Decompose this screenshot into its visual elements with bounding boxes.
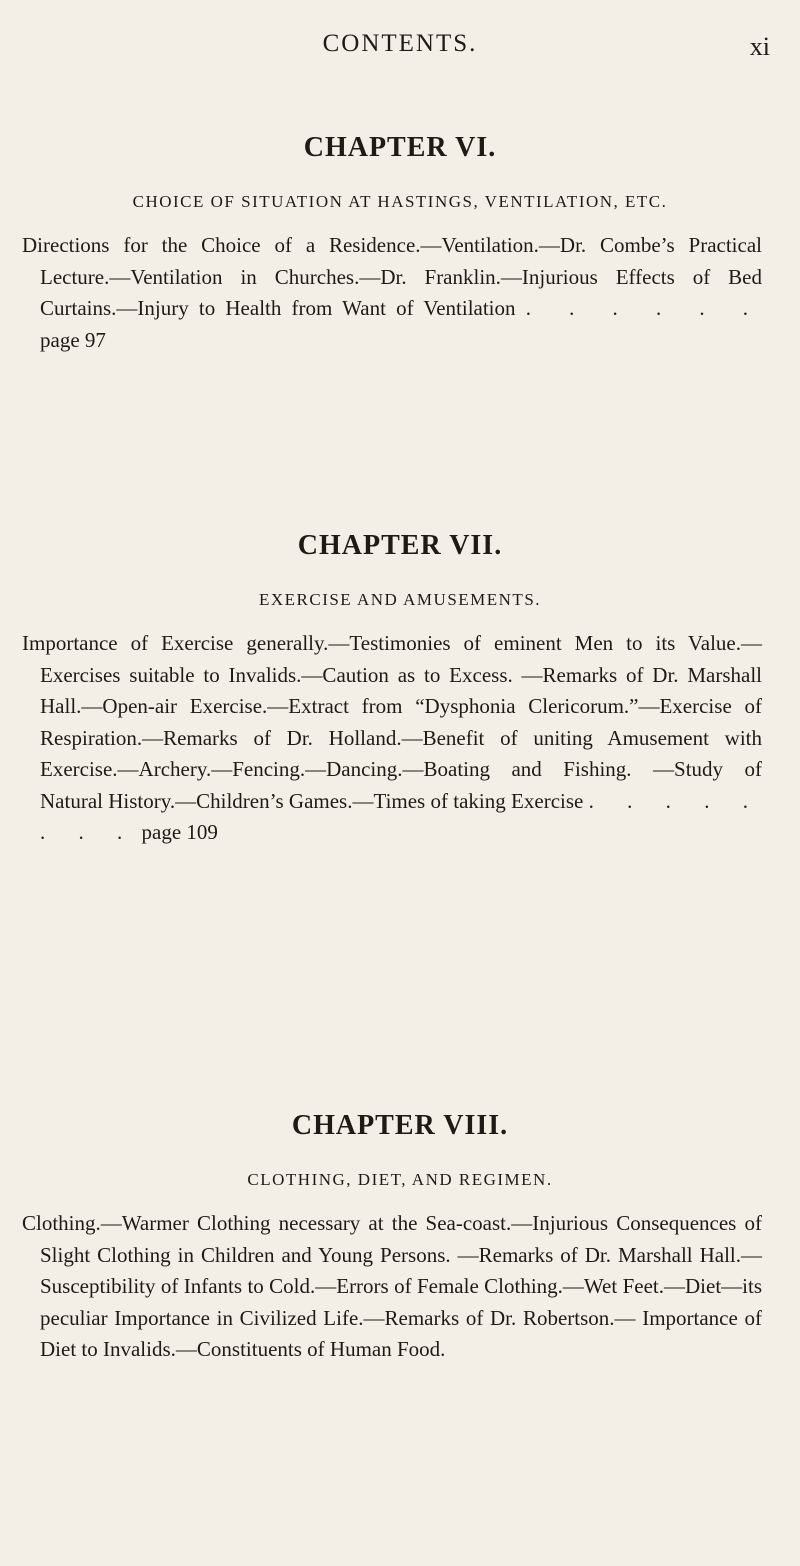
chapter-title: CHAPTER VI. [303,132,497,163]
chapter-title: CHAPTER VII. [297,530,503,561]
running-head: CONTENTS. [322,30,478,57]
page-reference: page 97 [40,327,106,352]
summary-text: Directions for the Choice of a Residence.—Ventilation.—Dr. Combe’s Practical Lecture.—Ventilation in Churches.—Dr. Franklin.—Injurious Effects of Bed Curtains.—Injury to Health from Want of Ventilation [22,233,762,320]
chapter-summary [22,628,762,849]
chapter-vi [0,132,800,356]
chapter-subtitle: CHOICE OF SITUATION AT HASTINGS, VENTILATION, ETC. [132,192,668,211]
chapter-viii [0,1110,800,1366]
chapter-title: CHAPTER VIII. [291,1110,509,1141]
chapter-vii [0,530,800,849]
chapter-subtitle: CLOTHING, DIET, AND REGIMEN. [247,1170,553,1189]
page-reference: page 109 [141,820,218,844]
chapter-summary [22,1208,762,1366]
chapter-summary [22,230,762,356]
summary-text: Clothing.—Warmer Clothing necessary at the Sea-coast.—Injurious Consequences of Slight Clothing in Children and Young Persons. —Remarks of Dr. Marshall Hall.—Susceptibility of Infants to Cold.—Errors of Female Clothing.—Wet Feet.—Diet—its peculiar Importance in Civilized Life.—Remarks of Dr. Robertson.— Importance of Diet to Invalids.—Constituents of Human Food. [22,1211,762,1361]
dot-leader: . . . . . . . . [40,788,762,844]
chapter-subtitle: EXERCISE AND AMUSEMENTS. [258,590,542,609]
summary-text: Importance of Exercise generally.—Testimonies of eminent Men to its Value.—Exercises suitable to Invalids.—Caution as to Excess. —Remarks of Dr. Marshall Hall.—Open-air Exercise.—Extract from “Dysphonia Clericorum.”—Exercise of Respiration.—Remarks of Dr. Holland.—Benefit of uniting Amusement with Exercise.—Archery.—Fencing.—Dancing.—Boating and Fishing. —Study of Natural History.—Children’s Games.—Times of taking Exercise [22,631,762,813]
page-number: xi [749,32,770,61]
dot-leader: . . . . . . [525,296,763,320]
